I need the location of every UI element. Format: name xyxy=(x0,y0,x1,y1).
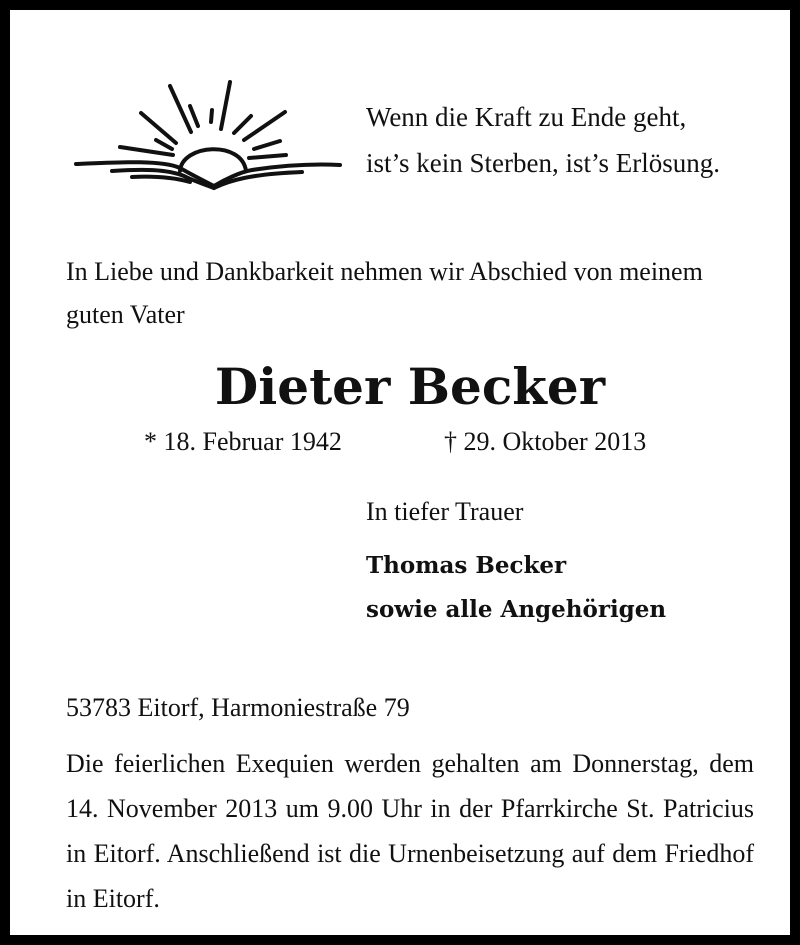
motto-line: ist’s kein Sterben, ist’s Erlösung. xyxy=(366,148,720,178)
sunset-icon xyxy=(72,76,344,194)
mourning-heading: In tiefer Trauer xyxy=(366,497,524,526)
deceased-name: Dieter Becker xyxy=(214,357,606,416)
mourner-name: sowie alle Angehörigen xyxy=(366,596,667,623)
intro-line: guten Vater xyxy=(66,300,185,329)
intro-line: In Liebe und Dankbarkeit nehmen wir Abschied von meinem xyxy=(66,257,703,286)
intro-text xyxy=(66,250,766,336)
motto-verse xyxy=(366,94,720,186)
mourner-name: Thomas Becker xyxy=(366,552,567,579)
birth-date: * 18. Februar 1942 xyxy=(144,427,342,456)
motto-line: Wenn die Kraft zu Ende geht, xyxy=(366,102,687,132)
family-address: 53783 Eitorf, Harmoniestraße 79 xyxy=(66,693,410,722)
funeral-service-details: Die feierlichen Exequien werden gehalten am Donnerstag, dem 14. November 2013 um 9.00 Uhr in der Pfarrkirche St. Patricius in Eitorf. Anschließend ist die Urnenbeisetzung auf dem Friedhof in Eitorf. xyxy=(66,749,754,913)
death-date: † 29. Oktober 2013 xyxy=(444,427,647,456)
